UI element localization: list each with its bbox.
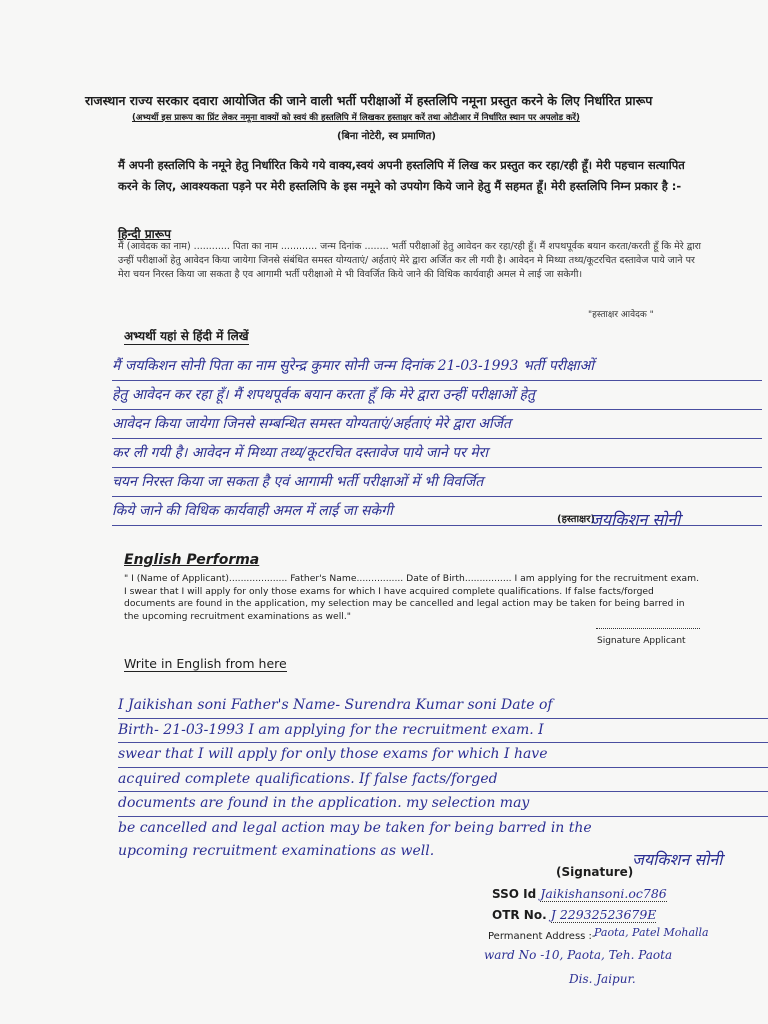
declaration-text: मैं अपनी हस्तलिपि के नमूने हेतु निर्धारित किये गये वाक्य,स्वयं अपनी हस्तलिपि में लिख कर प्रस्तुत कर रहा/रही हूँ। मेरी पहचान सत्यापित करने के लिए, आवश्यकता पड़ने पर मेरी हस्तलिपि के इस नमूने को उपयोग किये जाने हेतु मैं सहमत हूँ। मेरी हस्तलिपि निम्न प्रकार है :-	[118, 158, 685, 193]
hindi-signature-label: "हस्ताक्षर आवेदक "	[588, 310, 654, 320]
otr-no-label: OTR No.	[492, 908, 547, 922]
hindi-format-text: मैं (आवेदक का नाम) ............ पिता का नाम ............ जन्म दिनांक ........ भर्ती परीक्षाओं हेतु आवेदन कर रहा/रही हूँ। मैं शपथपूर्वक बयान करता/करती हूँ कि मेरे द्वारा उन्हीं परीक्षाओं हेतु आवेदन किया जायेगा जिनसे संबंधित समस्त योग्यताएं/ अर्हताएं मेरे द्वारा अर्जित कर ली गयी है। आवेदन मे मिथ्या तथ्य/कूटरचित दस्तावेज पाये जाने पर मेरा चयन निरस्त किया जा सकता है एव आगामी भर्ती परीक्षाओ मे भी विवर्जित किये जाने की विधिक कार्यवाही अमल मे लाई जा सकेगी।	[118, 241, 701, 280]
otr-no-field	[492, 907, 656, 922]
hindi-handwritten-block	[112, 352, 762, 526]
hindi-handwritten-line: चयन निरस्त किया जा सकता है एवं आगामी भर्ती परीक्षाओं में भी विवर्जित	[112, 468, 762, 497]
address-line-1: Paota, Patel Mohalla	[594, 926, 709, 939]
english-handwritten-line: acquired complete qualifications. If false facts/forged	[118, 768, 768, 793]
hindi-handwritten-line: किये जाने की विधिक कार्यवाही अमल में लाई जा सकेगी	[112, 497, 762, 526]
write-hindi-heading: अभ्यर्थी यहां से हिंदी में लिखें	[124, 329, 249, 343]
address-line-2: ward No -10, Paota, Teh. Paota	[484, 948, 673, 962]
english-format-heading: English Performa	[124, 552, 260, 568]
english-signature: जयकिशन सोनी	[632, 850, 723, 869]
english-handwritten-line: documents are found in the application. my selection may	[118, 792, 768, 817]
sso-id-label: SSO Id	[492, 887, 537, 901]
form-note: (बिना नोटेरी, स्व प्रमाणित)	[337, 131, 436, 142]
english-format-text: " I (Name of Applicant).................... Father's Name................ Date of Birth................ I am applying for the recruitment exam. I swear that I will apply for only those exams for which I have acquired complete qualifications. If false facts/forged documents are found in the application, my selection may be cancelled and legal action may be taken for being barred in the upcoming recruitment examinations as well."	[124, 573, 700, 622]
signature-line	[596, 628, 700, 629]
english-handwritten-line: be cancelled and legal action may be taken for being barred in the	[118, 819, 592, 836]
address-label: Permanent Address :-	[488, 931, 596, 942]
write-english-heading: Write in English from here	[124, 656, 287, 671]
form-instruction: (अभ्यर्थी इस प्रारूप का प्रिंट लेकर नमूना वाक्यों को स्वयं की हस्तलिपि में लिखकर हस्ताक्षर करें तथा ओटीआर में निर्धारित स्थान पर अपलोड करें)	[132, 113, 580, 123]
form-title: राजस्थान राज्य सरकार दवारा आयोजित की जाने वाली भर्ती परीक्षाओं में हस्तलिपि नमूना प्रस्तुत करने के लिए निर्धारित प्रारूप	[85, 93, 653, 108]
hindi-signature-caption: (हस्ताक्षर)	[557, 514, 595, 525]
hindi-signature: जयकिशन सोनी	[590, 510, 681, 529]
hindi-handwritten-line: हेतु आवेदन कर रहा हूँ। मैं शपथपूर्वक बयान करता हूँ कि मेरे द्वारा उन्हीं परीक्षाओं हेतु	[112, 381, 762, 410]
english-handwritten-line: upcoming recruitment examinations as well.	[118, 843, 435, 859]
english-handwritten-line: swear that I will apply for only those exams for which I have	[118, 743, 768, 768]
otr-no-value: J 22932523679E	[550, 907, 657, 922]
english-handwritten-line: I Jaikishan soni Father's Name- Surendra Kumar soni Date of	[118, 694, 768, 719]
address-line-3: Dis. Jaipur.	[569, 972, 636, 986]
english-handwritten-block	[118, 694, 768, 864]
english-handwritten-line: Birth- 21-03-1993 I am applying for the recruitment exam. I	[118, 719, 768, 744]
hindi-handwritten-line: आवेदन किया जायेगा जिनसे सम्बन्धित समस्त योग्यताएं/अर्हताएं मेरे द्वारा अर्जित	[112, 410, 762, 439]
hindi-handwritten-line: कर ली गयी है। आवेदन में मिथ्या तथ्य/कूटरचित दस्तावेज पाये जाने पर मेरा	[112, 439, 762, 468]
hindi-handwritten-line: मैं जयकिशन सोनी पिता का नाम सुरेन्द्र कुमार सोनी जन्म दिनांक 21-03-1993 भर्ती परीक्षाओं	[112, 352, 762, 381]
hindi-format-heading: हिन्दी प्रारूप	[118, 227, 171, 241]
english-signature-caption: (Signature)	[556, 865, 634, 879]
english-signature-label: Signature Applicant	[597, 636, 686, 646]
sso-id-value: Jaikishansoni.oc786	[540, 886, 667, 901]
sso-id-field	[492, 886, 667, 901]
